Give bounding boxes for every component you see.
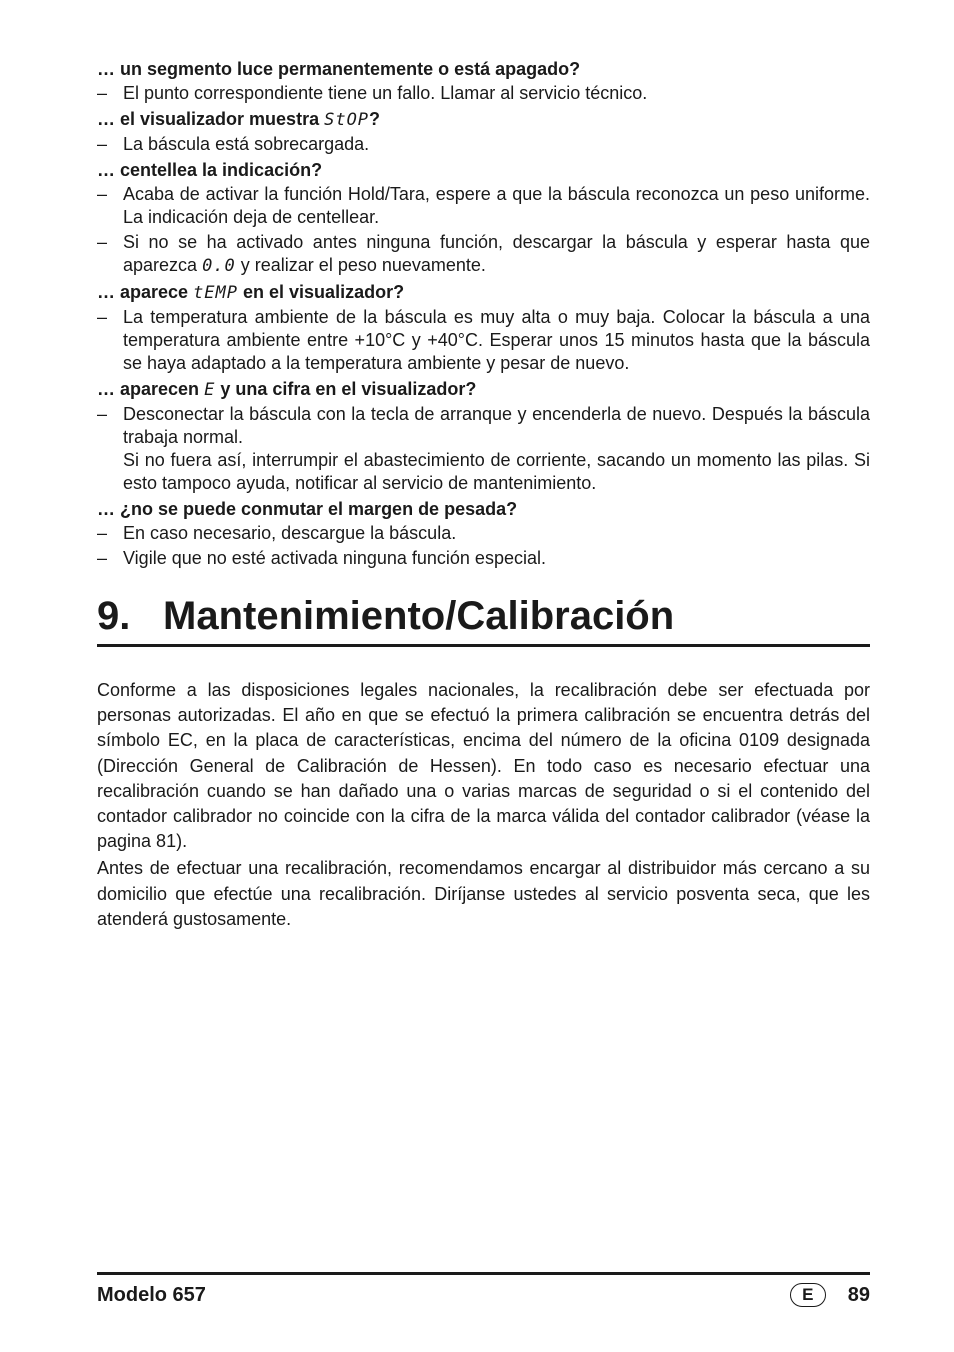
dash-bullet: –	[97, 307, 108, 327]
model-name: Modelo 657	[97, 1283, 206, 1306]
display-code-temp: tEMP	[193, 283, 239, 303]
faq-question: … aparece tEMP en el visualizador?	[97, 282, 405, 303]
faq-answer: – Desconectar la báscula con la tecla de arranque y encenderla de nuevo. Después la báscula trabaja normal. Si no fuera así, interrumpir el abastecimiento de corriente, sacando un momento las pilas. Si esto tampoco ayuda, notificar al servicio de mantenimiento.	[97, 404, 870, 493]
faq-answer: – La temperatura ambiente de la báscula es muy alta o muy baja. Colocar la báscula a una temperatura ambiente entre +10°C y +40°C. Esperar unos 15 minutos hasta que la báscula se haya adaptado a la temperatura ambiente y pesar de nuevo.	[97, 307, 870, 373]
faq-answer: – El punto correspondiente tiene un fallo. Llamar al servicio técnico.	[97, 83, 648, 103]
page-number: 89	[847, 1283, 870, 1306]
faq-question: … centellea la indicación?	[97, 160, 323, 180]
document-body	[97, 57, 870, 932]
body-paragraph: Antes de efectuar una recalibración, recomendamos encargar al distribuidor más cercano a su domicilio que efectúe una recalibración. Diríjanse ustedes al servicio posventa seca, que les atenderá gustosamente.	[97, 858, 870, 929]
dash-bullet: –	[97, 548, 108, 568]
dash-bullet: –	[97, 232, 108, 252]
body-paragraph: Conforme a las disposiciones legales nacionales, la recalibración debe ser efectuada por personas autorizadas. El año en que se efectuó la primera calibración se encuentra detrás del símbolo EC, en la placa de características, encima del número de la oficina 0109 designada (Dirección General de Calibración de Hessen). En todo caso es necesario efectuar una recalibración cuando se han dañado una o varias marcas de seguridad o si el contenido del contador calibrador no coincide con la cifra de la marca válida del contador calibrador (véase la pagina 81).	[97, 680, 870, 852]
dash-bullet: –	[97, 184, 108, 204]
dash-bullet: –	[97, 523, 108, 543]
dash-bullet: –	[97, 83, 108, 103]
dash-bullet: –	[97, 134, 108, 154]
section-heading	[97, 592, 870, 647]
faq-answer: – En caso necesario, descargue la báscula.	[97, 523, 457, 543]
display-code-e: E	[204, 380, 216, 400]
faq-question: … aparecen E y una cifra en el visualizador?	[97, 379, 477, 400]
dash-bullet: –	[97, 404, 108, 424]
page-footer	[97, 1272, 870, 1307]
faq-question: … el visualizador muestra StOP?	[97, 109, 381, 130]
section-number: 9.	[97, 594, 131, 638]
language-badge: E	[790, 1283, 826, 1307]
display-code-zero: 0.0	[202, 256, 236, 276]
section-title: Mantenimiento/Calibración	[163, 594, 675, 638]
display-code-stop: StOP	[324, 110, 370, 130]
faq-answer: – La báscula está sobrecargada.	[97, 134, 370, 154]
faq-question: … ¿no se puede conmutar el margen de pesada?	[97, 499, 518, 519]
faq-question: … un segmento luce permanentemente o está apagado?	[97, 59, 581, 79]
faq-answer: – Acaba de activar la función Hold/Tara, espere a que la báscula reconozca un peso uniforme. La indicación deja de centellear.	[97, 184, 870, 227]
faq-answer: – Vigile que no esté activada ninguna función especial.	[97, 548, 546, 568]
faq-answer: – Si no se ha activado antes ninguna función, descargar la báscula y esperar hasta que aparezca 0.0 y realizar el peso nuevamente.	[97, 232, 870, 276]
